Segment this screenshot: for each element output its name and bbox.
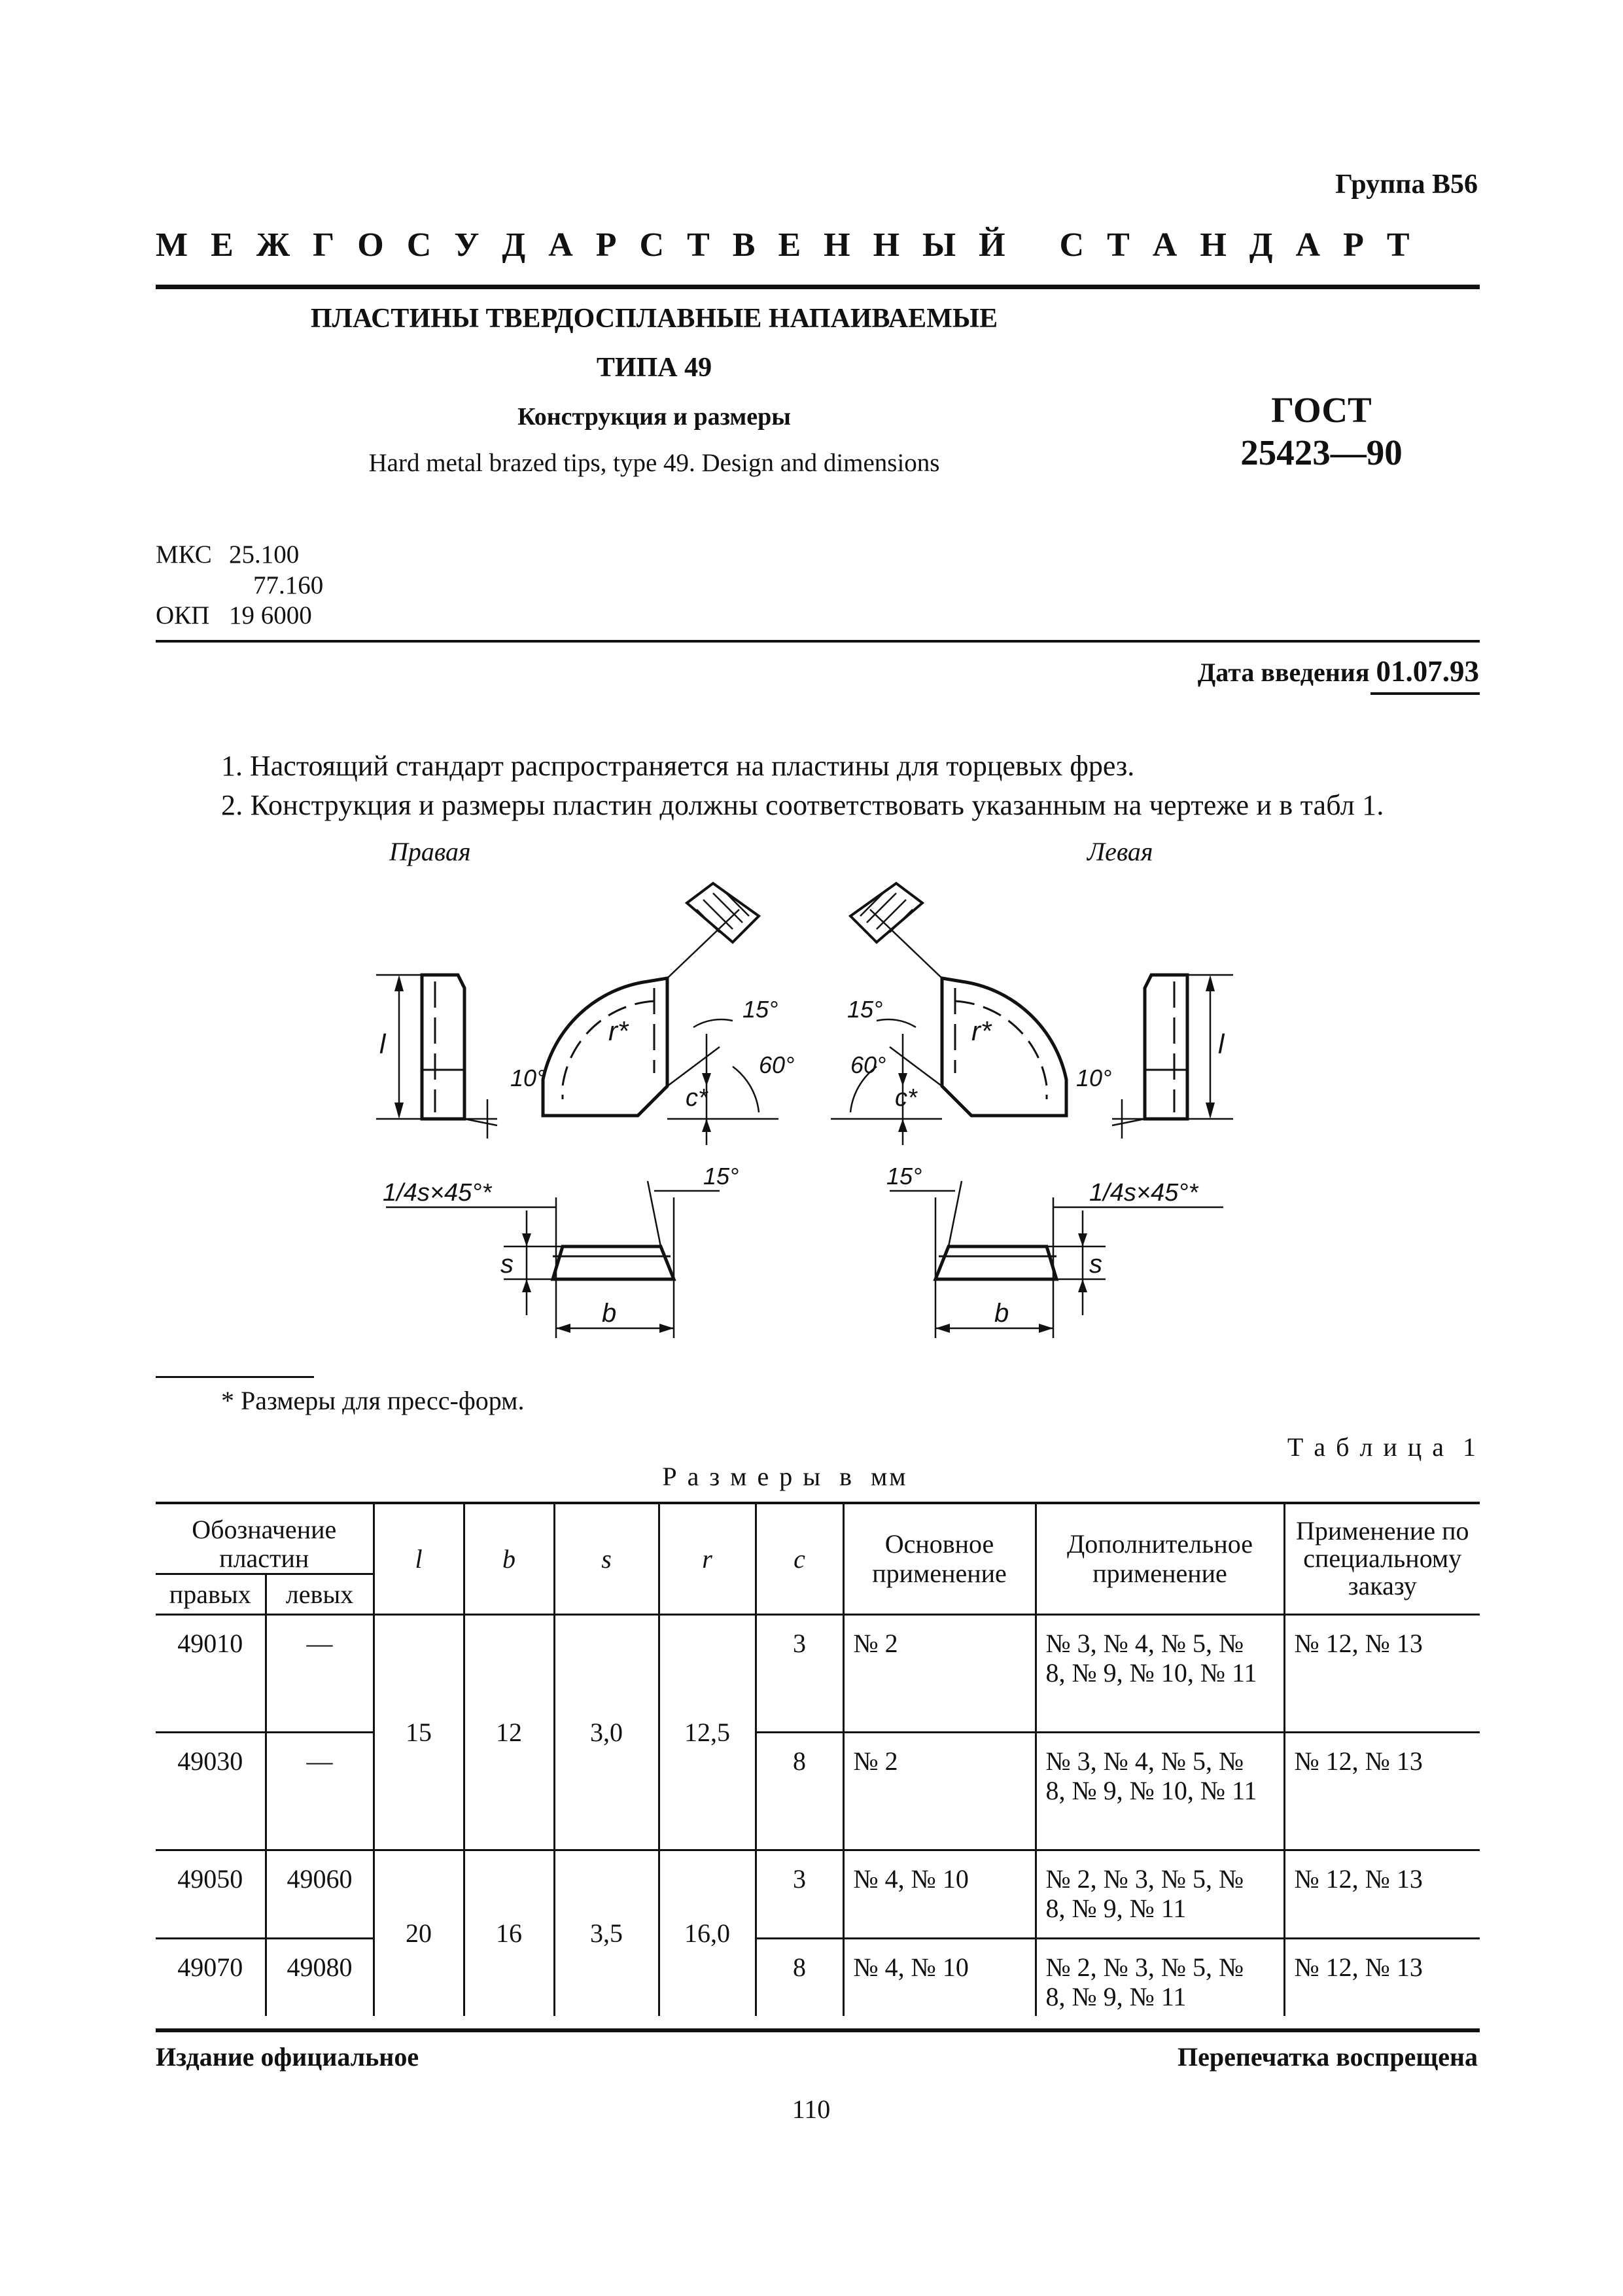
table-row [156,1615,1480,1733]
header-extra-use: Дополнительное применение [1036,1504,1284,1615]
table-caption: Т а б л и ц а 1 [1287,1432,1478,1462]
cell-special: № 12, № 13 [1284,1615,1480,1733]
mks-label: МКС [156,540,212,569]
right-dim-l: l [379,1029,386,1059]
right-dim-s: s [500,1250,514,1279]
paragraph-2: 2. Конструкция и размеры пластин должны соответствовать указанным на чертеже и в табл 1. [221,789,1384,821]
header-special-use: Применение по специальному заказу [1284,1504,1480,1615]
right-tip-section [687,883,759,942]
cell-c: 3 [756,1850,843,1939]
right-tip-side-view [376,975,497,1139]
cell-left: — [266,1615,374,1733]
cell-right: 49030 [156,1733,266,1850]
left-tip-side-view [1112,975,1233,1139]
cell-r: 12,5 [659,1615,756,1850]
cell-main: № 4, № 10 [843,1939,1036,2016]
cell-r: 16,0 [659,1850,756,2016]
cell-right: 49070 [156,1939,266,2016]
footnote-rule [156,1376,314,1378]
left-angle-10: 10° [1076,1065,1112,1091]
cell-extra: № 3, № 4, № 5, № 8, № 9, № 10, № 11 [1036,1733,1284,1850]
cell-main: № 2 [843,1615,1036,1733]
edition-note: Издание официальное [156,2042,419,2072]
cell-l: 15 [374,1615,464,1850]
standard-type: М Е Ж Г О С У Д А Р С Т В Е Н Н Ы Й С Т А Н Д А Р Т [156,226,1417,264]
right-dim-c: c* [686,1084,708,1112]
gost-label: ГОСТ [1271,390,1372,430]
cell-b: 12 [464,1615,554,1850]
header-left: левых [266,1574,374,1615]
right-angle-10: 10° [510,1065,546,1091]
cell-c: 3 [756,1615,843,1733]
left-tip-plan-view [831,910,1066,1145]
left-tip-label: Левая [1087,837,1153,866]
header-main-use: Основное применение [843,1504,1036,1615]
right-chamfer: 1/4s×45°* [383,1179,492,1207]
right-tip-plan-view [543,910,778,1145]
cell-special: № 12, № 13 [1284,1850,1480,1939]
cell-b: 16 [464,1850,554,2016]
header-right: правых [156,1574,266,1615]
right-dim-r: r* [608,1016,629,1046]
header-c: c [756,1504,843,1615]
gost-number: 25423—90 [1240,433,1403,472]
mks-code-1: 25.100 [229,540,300,569]
right-angle-15: 15° [742,996,778,1023]
intro-date-value: 01.07.93 [1376,655,1479,688]
left-dim-r: r* [971,1016,992,1046]
header-r: r [659,1504,756,1615]
cell-s: 3,5 [554,1850,659,2016]
left-tip-section [850,883,922,942]
doc-title-line2: ТИПА 49 [596,353,712,383]
cell-extra: № 2, № 3, № 5, № 8, № 9, № 11 [1036,1939,1284,2016]
header-b: b [464,1504,554,1615]
table-row [156,1939,1480,2016]
left-chamfer: 1/4s×45°* [1089,1179,1198,1207]
reprint-note: Перепечатка воспрещена [1178,2042,1478,2072]
left-dim-c: c* [895,1084,917,1112]
cell-right: 49050 [156,1850,266,1939]
cell-s: 3,0 [554,1615,659,1850]
doc-title-line1: ПЛАСТИНЫ ТВЕРДОСПЛАВНЫЕ НАПАИВАЕМЫЕ [310,304,998,334]
cell-left: 49060 [266,1850,374,1939]
cell-right: 49010 [177,1629,243,1658]
doc-subtitle: Конструкция и размеры [517,403,791,431]
left-dim-l: l [1218,1029,1225,1059]
left-dim-s: s [1089,1250,1102,1279]
intro-date-label: Дата введения [1197,658,1370,687]
paragraph-1: 1. Настоящий стандарт распространяется на пластины для торцевых фрез. [221,750,1135,782]
left-dim-b: b [994,1299,1009,1328]
cell-left: 49080 [266,1939,374,2016]
left-angle-15-front: 15° [886,1163,922,1190]
cell-l: 20 [374,1850,464,2016]
right-angle-15-front: 15° [703,1163,739,1190]
english-title: Hard metal brazed tips, type 49. Design and dimensions [368,449,940,477]
footer-rule [156,2028,1480,2032]
right-dim-b: b [602,1299,617,1328]
right-angle-60: 60° [759,1051,795,1078]
cell-special: № 12, № 13 [1284,1939,1480,2016]
group-code: Группа В56 [1335,169,1478,200]
okp-code: 19 6000 [229,601,312,629]
page-number: 110 [792,2094,831,2124]
mks-code-2: 77.160 [253,571,324,599]
left-angle-60: 60° [850,1051,886,1078]
cell-left: — [266,1733,374,1850]
table-row [156,1850,1480,1939]
header-designation: Обозначение пластин [156,1504,374,1574]
cell-main: № 2 [843,1733,1036,1850]
cell-c: 8 [756,1939,843,2016]
cell-c: 8 [756,1733,843,1850]
header-l: l [374,1504,464,1615]
header-s: s [554,1504,659,1615]
table-row [156,1733,1480,1850]
right-tip-label: Правая [389,837,471,866]
cell-extra: № 2, № 3, № 5, № 8, № 9, № 11 [1036,1850,1284,1939]
cell-main: № 4, № 10 [843,1850,1036,1939]
table-units: Р а з м е р ы в мм [662,1462,908,1491]
left-angle-15: 15° [847,996,883,1023]
footnote: * Размеры для пресс-форм. [221,1386,525,1415]
dimensions-table [156,1504,1480,2016]
okp-label: ОКП [156,601,210,629]
cell-extra: № 3, № 4, № 5, № 8, № 9, № 10, № 11 [1036,1615,1284,1733]
cell-special: № 12, № 13 [1284,1733,1480,1850]
